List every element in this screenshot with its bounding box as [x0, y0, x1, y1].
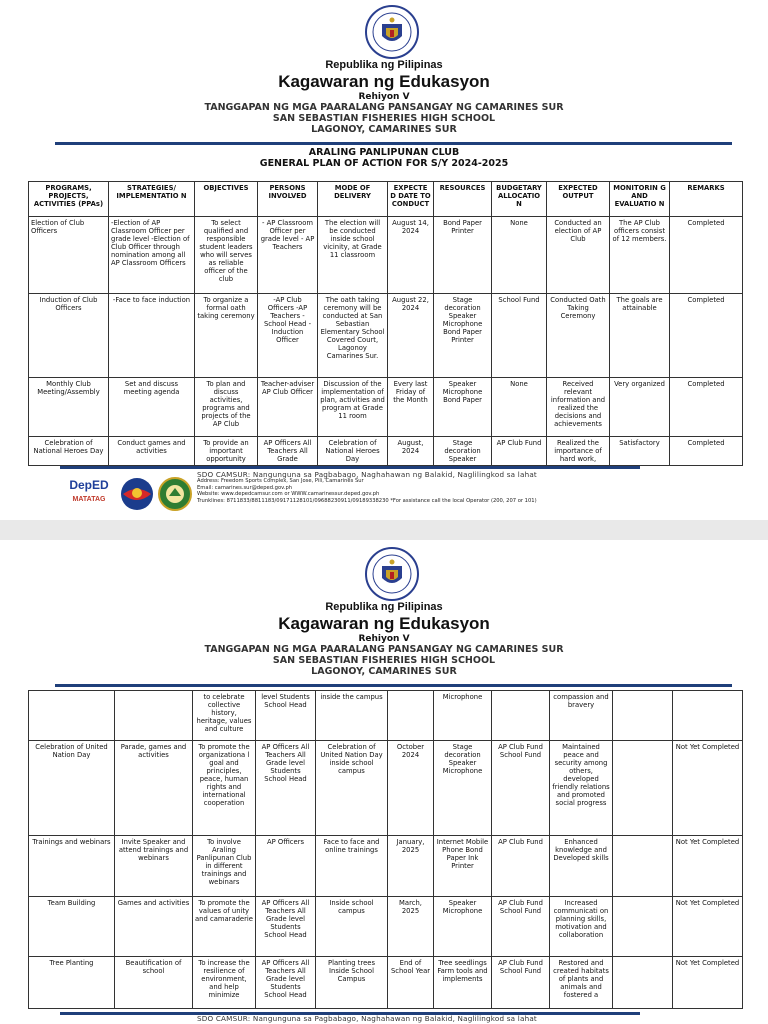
- table-cell: Not Yet Completed: [673, 741, 743, 836]
- header-divider: [55, 142, 732, 145]
- table-cell: AP Officers All Teachers All Grade level Students School Head: [256, 741, 316, 836]
- table-cell: Trainings and webinars: [29, 836, 115, 897]
- table-cell: Invite Speaker and attend trainings and webinars: [115, 836, 193, 897]
- table-cell: [613, 691, 673, 741]
- table-cell: None: [492, 217, 547, 294]
- table-cell: Internet Mobile Phone Bond Paper Ink Printer: [434, 836, 492, 897]
- table-cell: Microphone: [434, 691, 492, 741]
- table-row: [29, 378, 743, 437]
- table-cell: Beautification of school: [115, 957, 193, 1009]
- table-cell: Every last Friday of the Month: [388, 378, 434, 437]
- plan-of-action-table: [28, 181, 743, 466]
- table-cell: -AP Club Officers -AP Teachers -School Head -Induction Officer: [258, 294, 318, 378]
- table-cell: AP Club Fund: [492, 836, 550, 897]
- table-cell: Celebration of National Heroes Day: [318, 437, 388, 466]
- table-row: [29, 897, 743, 957]
- table-cell: Increased communicati on planning skills, motivation and collaboration: [550, 897, 613, 957]
- table-row: [29, 741, 743, 836]
- table-cell: Maintained peace and security among others, developed friendly relations and promoted social progress: [550, 741, 613, 836]
- plan-of-action-table-continued: [28, 690, 743, 1009]
- table-cell: Very organized: [610, 378, 670, 437]
- school-location: LAGONOY, CAMARINES SUR: [311, 666, 457, 677]
- table-cell: [613, 836, 673, 897]
- department-title: Kagawaran ng Edukasyon: [278, 614, 490, 633]
- bagong-pilipinas-logo-icon: [119, 476, 155, 512]
- table-row: [29, 294, 743, 378]
- table-cell: Set and discuss meeting agenda: [109, 378, 195, 437]
- table-row: [29, 437, 743, 466]
- column-header: BUDGETARY ALLOCATIO N: [492, 182, 547, 217]
- plan-title: GENERAL PLAN OF ACTION FOR S/Y 2024-2025: [259, 158, 509, 169]
- table-cell: Team Building: [29, 897, 115, 957]
- table-cell: Realized the importance of hard work,: [547, 437, 610, 466]
- table-cell: AP Club Fund: [492, 437, 547, 466]
- table-cell: The oath taking ceremony will be conducted at San Sebastian Elementary School Covered Court, Lagonoy Camarines Sur.: [318, 294, 388, 378]
- table-cell: Speaker Microphone: [434, 897, 492, 957]
- table-cell: To organize a formal oath taking ceremony: [195, 294, 258, 378]
- table-cell: October 2024: [388, 741, 434, 836]
- table-row: [29, 217, 743, 294]
- table-cell: Completed: [670, 378, 743, 437]
- table-cell: Election of Club Officers: [29, 217, 109, 294]
- table-cell: Induction of Club Officers: [29, 294, 109, 378]
- table-cell: Restored and created habitats of plants and animals and fostered a: [550, 957, 613, 1009]
- table-cell: Received relevant information and realized the decisions and achievements: [547, 378, 610, 437]
- school-location: LAGONOY, CAMARINES SUR: [311, 124, 457, 135]
- page-gap: [0, 520, 768, 540]
- table-cell: Games and activities: [115, 897, 193, 957]
- column-header: PERSONS INVOLVED: [258, 182, 318, 217]
- footer-contact-block: [197, 478, 537, 504]
- table-cell: AP Officers: [256, 836, 316, 897]
- table-cell: School Fund: [492, 294, 547, 378]
- letterhead: [0, 601, 768, 677]
- deped-matatag-logo: [66, 478, 112, 514]
- table-cell: Conduct games and activities: [109, 437, 195, 466]
- table-cell: [29, 691, 115, 741]
- column-header: EXPECTE D DATE TO CONDUCT: [388, 182, 434, 217]
- region-label: Rehiyon V: [358, 92, 410, 102]
- table-cell: -Election of AP Classroom Officer per grade level -Election of Club Officer through nomination among all AP Classroom Officers: [109, 217, 195, 294]
- table-cell: March, 2025: [388, 897, 434, 957]
- letterhead: [0, 59, 768, 135]
- column-header: MONITORIN G AND EVALUATIO N: [610, 182, 670, 217]
- table-cell: Stage decoration Speaker Microphone Bond Paper Printer: [434, 294, 492, 378]
- column-header: MODE OF DELIVERY: [318, 182, 388, 217]
- table-cell: Inside school campus: [316, 897, 388, 957]
- sdo-camsur-seal-icon: [157, 476, 193, 512]
- table-cell: Teacher-adviser AP Club Officer: [258, 378, 318, 437]
- column-header: STRATEGIES/ IMPLEMENTATIO N: [109, 182, 195, 217]
- table-cell: [613, 957, 673, 1009]
- table-cell: August, 2024: [388, 437, 434, 466]
- region-label: Rehiyon V: [358, 634, 410, 644]
- table-cell: to celebrate collective history, heritage, values and culture: [193, 691, 256, 741]
- table-cell: Tree Planting: [29, 957, 115, 1009]
- table-header-row: [29, 182, 743, 217]
- table-cell: August 22, 2024: [388, 294, 434, 378]
- table-cell: The election will be conducted inside school vicinity, at Grade 11 classroom: [318, 217, 388, 294]
- footer-tagline: SDO CAMSUR: Nangunguna sa Pagbabago, Naghahawan ng Balakid, Naglilingkod sa lahat: [197, 1014, 537, 1023]
- table-cell: AP Club Fund School Fund: [492, 897, 550, 957]
- table-cell: -Face to face induction: [109, 294, 195, 378]
- table-cell: AP Club Fund School Fund: [492, 957, 550, 1009]
- club-title: ARALING PANLIPUNAN CLUB: [308, 147, 460, 158]
- matatag-logo-text: MATATAG: [72, 496, 106, 503]
- footer-website: Website: www.depedcamsur.com or WWW.camarinessur.deped.gov.ph: [197, 491, 380, 498]
- table-cell: Tree seedlings Farm tools and implements: [434, 957, 492, 1009]
- table-cell: level Students School Head: [256, 691, 316, 741]
- footer-trunklines: Trunklines: 8711833/8811183/09171128101/09688230911/09189338230 *For assistance call the local Operator (200, 207 or 101): [197, 497, 537, 504]
- column-header: EXPECTED OUTPUT: [547, 182, 610, 217]
- table-cell: Discussion of the implementation of plan, activities and program at Grade 11 room: [318, 378, 388, 437]
- table-cell: AP Officers All Teachers All Grade level Students School Head: [256, 897, 316, 957]
- table-cell: inside the campus: [316, 691, 388, 741]
- table-cell: The goals are attainable: [610, 294, 670, 378]
- footer-email: Email: camarines.sur@deped.gov.ph: [197, 484, 293, 491]
- table-cell: To provide an important opportunity: [195, 437, 258, 466]
- table-cell: None: [492, 378, 547, 437]
- deped-seal-icon: [364, 546, 420, 602]
- table-cell: AP Officers All Teachers All Grade level Students School Head: [256, 957, 316, 1009]
- table-cell: End of School Year: [388, 957, 434, 1009]
- table-cell: Bond Paper Printer: [434, 217, 492, 294]
- column-header: OBJECTIVES: [195, 182, 258, 217]
- table-body-page-1: [29, 217, 743, 466]
- division-office: TANGGAPAN NG MGA PAARALANG PANSANGAY NG CAMARINES SUR: [204, 644, 564, 655]
- table-cell: compassion and bravery: [550, 691, 613, 741]
- table-cell: [613, 741, 673, 836]
- table-cell: Speaker Microphone Bond Paper: [434, 378, 492, 437]
- table-row: [29, 957, 743, 1009]
- table-cell: Conducted Oath Taking Ceremony: [547, 294, 610, 378]
- table-cell: August 14, 2024: [388, 217, 434, 294]
- table-body-page-2: [29, 691, 743, 1009]
- table-cell: Not Yet Completed: [673, 836, 743, 897]
- table-cell: Completed: [670, 217, 743, 294]
- table-row: [29, 836, 743, 897]
- table-cell: Enhanced knowledge and Developed skills: [550, 836, 613, 897]
- table-cell: Completed: [670, 294, 743, 378]
- table-cell: Parade, games and activities: [115, 741, 193, 836]
- column-header: REMARKS: [670, 182, 743, 217]
- republic-label: Republika ng Pilipinas: [325, 601, 443, 613]
- table-cell: Celebration of United Nation Day inside school campus: [316, 741, 388, 836]
- table-cell: The AP Club officers consist of 12 members.: [610, 217, 670, 294]
- table-cell: Conducted an election of AP Club: [547, 217, 610, 294]
- table-cell: To involve Araling Panlipunan Club in different trainings and webinars: [193, 836, 256, 897]
- deped-seal-icon: [364, 4, 420, 60]
- table-cell: Face to face and online trainings: [316, 836, 388, 897]
- table-cell: - AP Classroom Officer per grade level - AP Teachers: [258, 217, 318, 294]
- table-cell: Stage decoration Speaker Microphone: [434, 741, 492, 836]
- table-cell: To promote the values of unity and camaraderie: [193, 897, 256, 957]
- table-cell: Not Yet Completed: [673, 897, 743, 957]
- table-cell: To select qualified and responsible student leaders who will serves as reliable officer of the club: [195, 217, 258, 294]
- table-cell: [388, 691, 434, 741]
- footer-divider: [60, 466, 640, 469]
- column-header: RESOURCES: [434, 182, 492, 217]
- department-title: Kagawaran ng Edukasyon: [278, 72, 490, 91]
- table-cell: [492, 691, 550, 741]
- footer-tagline: SDO CAMSUR: Nangunguna sa Pagbabago, Naghahawan ng Balakid, Naglilingkod sa lahat: [197, 470, 537, 479]
- table-cell: Not Yet Completed: [673, 957, 743, 1009]
- table-cell: January, 2025: [388, 836, 434, 897]
- republic-label: Republika ng Pilipinas: [325, 59, 443, 71]
- document-page-2: [0, 540, 768, 1024]
- table-cell: To promote the organizationa l goal and principles, peace, human rights and international cooperation: [193, 741, 256, 836]
- table-cell: AP Officers All Teachers All Grade: [258, 437, 318, 466]
- table-cell: [673, 691, 743, 741]
- table-cell: Stage decoration Speaker: [434, 437, 492, 466]
- table-row: [29, 691, 743, 741]
- table-cell: [613, 897, 673, 957]
- column-header: PROGRAMS, PROJECTS, ACTIVITIES (PPAs): [29, 182, 109, 217]
- footer-address: Address: Freedom Sports Complex, San Jose, Pili, Camarines Sur: [197, 478, 364, 484]
- table-cell: Monthly Club Meeting/Assembly: [29, 378, 109, 437]
- school-name: SAN SEBASTIAN FISHERIES HIGH SCHOOL: [272, 655, 496, 666]
- table-cell: Celebration of National Heroes Day: [29, 437, 109, 466]
- table-cell: To plan and discuss activities, programs and projects of the AP Club: [195, 378, 258, 437]
- school-name: SAN SEBASTIAN FISHERIES HIGH SCHOOL: [272, 113, 496, 124]
- table-cell: To increase the resilience of environment, and help minimize: [193, 957, 256, 1009]
- table-cell: [115, 691, 193, 741]
- table-cell: Satisfactory: [610, 437, 670, 466]
- division-office: TANGGAPAN NG MGA PAARALANG PANSANGAY NG CAMARINES SUR: [204, 102, 564, 113]
- deped-logo-text: DepED: [69, 478, 109, 492]
- table-cell: Planting trees Inside School Campus: [316, 957, 388, 1009]
- header-divider: [55, 684, 732, 687]
- table-cell: Celebration of United Nation Day: [29, 741, 115, 836]
- table-cell: Completed: [670, 437, 743, 466]
- table-cell: AP Club Fund School Fund: [492, 741, 550, 836]
